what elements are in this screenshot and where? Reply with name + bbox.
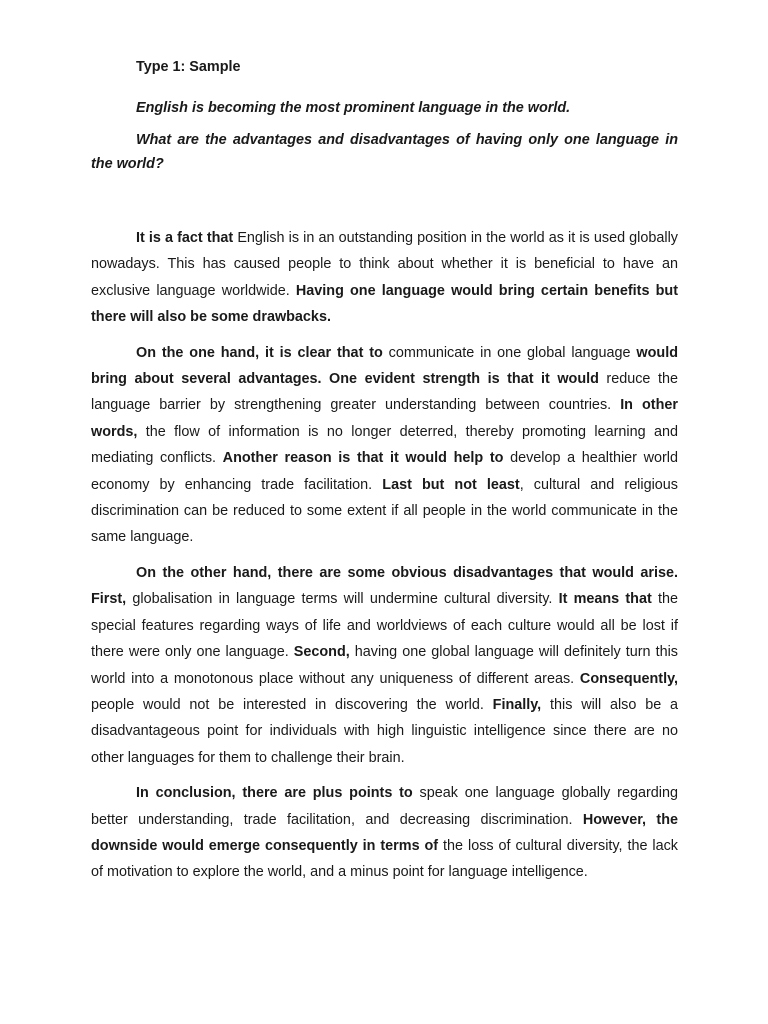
sample-heading: Type 1: Sample: [136, 59, 241, 75]
bold-phrase: However, the downside would emerge consequently in terms of: [91, 811, 678, 854]
text-run: the special features regarding ways of life and worldviews of each culture would all be lost if there were only one language.: [91, 591, 678, 661]
text-run: this will also be a disadvantageous point for individuals with high linguistic intelligence since there are no other languages for them to challenge their brain.: [91, 696, 679, 766]
paragraph-conclusion: [91, 780, 678, 886]
bold-phrase: On the one hand, it is clear that to: [136, 344, 383, 361]
document-header: [91, 57, 678, 176]
bold-phrase: would bring about several advantages. One evident strength is that it would: [91, 344, 678, 388]
text-run: speak one language globally regarding better understanding, trade facilitation, and decreasing discrimination.: [91, 785, 678, 828]
bold-phrase: Consequently,: [579, 670, 678, 687]
text-run: reduce the language barrier by strengthening greater understanding between countries.: [91, 371, 678, 414]
bold-phrase: Finally,: [492, 696, 542, 713]
text-run: develop a healthier world economy by enhancing trade facilitation.: [91, 450, 678, 493]
essay-question: What are the advantages and disadvantages of having only one language in the world?: [91, 132, 678, 172]
bold-phrase: It is a fact that: [136, 230, 234, 246]
text-run: globalisation in language terms will undermine cultural diversity.: [126, 591, 559, 608]
essay-body: [91, 225, 678, 895]
bold-phrase: In conclusion, there are plus points to: [136, 785, 413, 802]
text-run: English is in an outstanding position in the world as it is used globally nowadays. This has caused people to think about whether it is beneficial to have an exclusive language worldwide.: [91, 230, 678, 299]
bold-phrase: Having one language would bring certain benefits but there will also be some drawbacks.: [91, 282, 678, 326]
text-run: the loss of cultural diversity, the lack of motivation to explore the world, and a minus point for language intelligence.: [91, 837, 679, 881]
text-run: , cultural and religious discrimination can be reduced to some extent if all people in the world communicate in the same language.: [91, 476, 678, 546]
text-run: having one global language will definitely turn this world into a monotonous place without any uniqueness of different areas.: [91, 644, 678, 687]
bold-phrase: It means that: [558, 591, 652, 608]
essay-topic: English is becoming the most prominent language in the world.: [136, 100, 571, 116]
text-run: people would not be interested in discovering the world.: [91, 696, 493, 713]
paragraph-introduction: [91, 225, 678, 331]
text-run: communicate in one global language: [382, 344, 637, 361]
bold-phrase: Last but not least: [382, 476, 520, 493]
paragraph-disadvantages: [91, 560, 678, 771]
bold-phrase: On the other hand, there are some obvious disadvantages that would arise. First,: [91, 564, 678, 608]
paragraph-advantages: [91, 340, 678, 551]
bold-phrase: Another reason is that it would help to: [222, 450, 504, 467]
bold-phrase: In other words,: [91, 397, 678, 440]
bold-phrase: Second,: [293, 644, 350, 661]
text-run: the flow of information is no longer deterred, thereby promoting learning and mediating conflicts.: [91, 423, 678, 467]
